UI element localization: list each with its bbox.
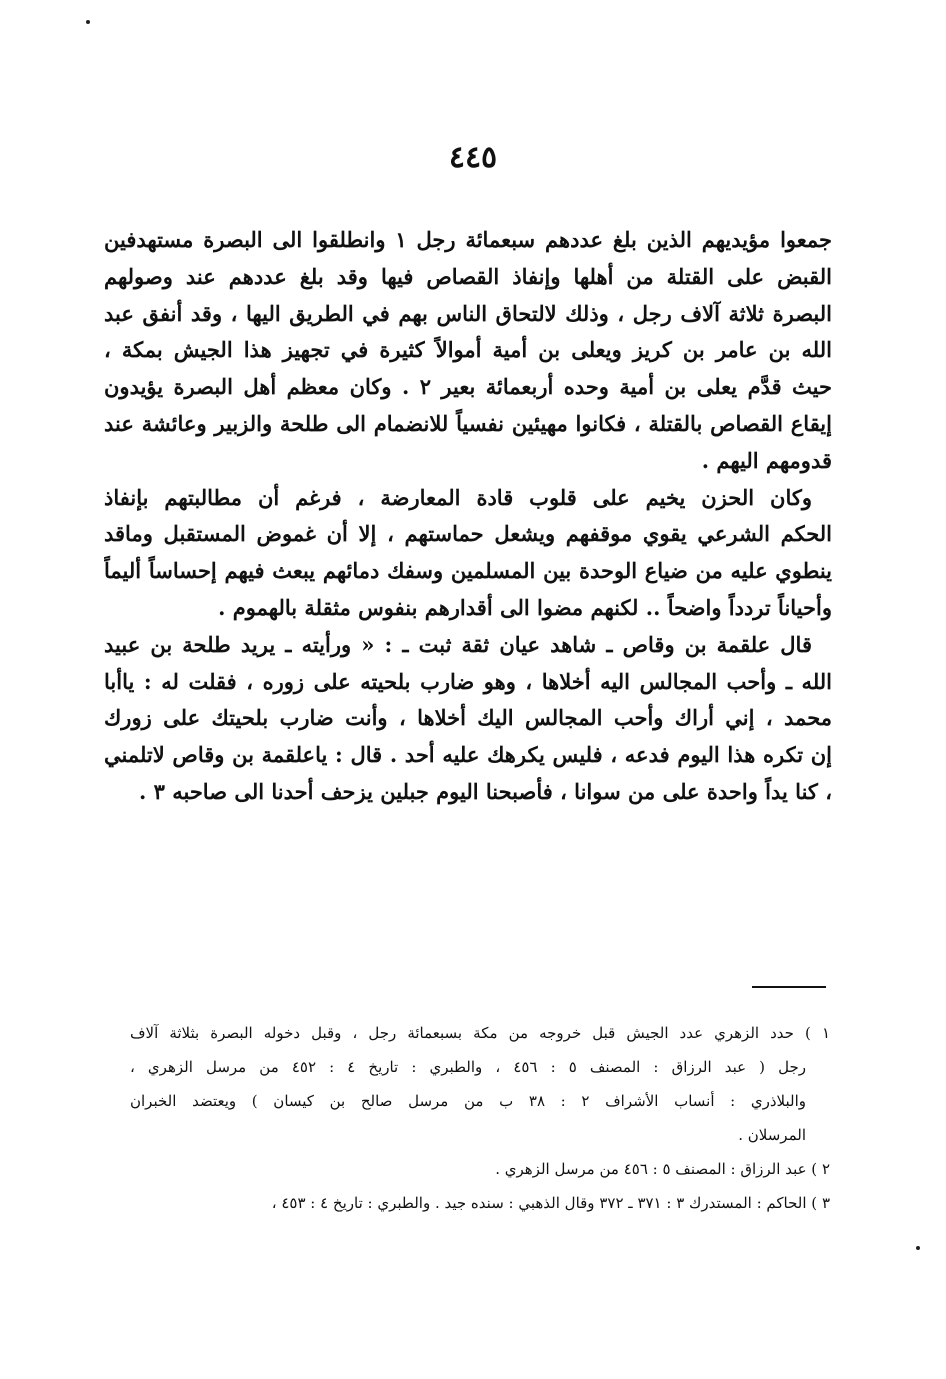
text-line: إن تكره هذا اليوم فدعه ، فليس يكرهك عليه أحد . قال : ياعلقمة بن وقاص لاتلمني [104,742,832,768]
text-line: وأحياناً تردداً واضحاً .. لكنهم مضوا الى أقدارهم بنفوس مثقلة بالهموم . [218,594,832,620]
text-line: إيقاع القصاص بالقتلة ، فكانوا مهيئين نفسياً للانضمام الى طلحة والزبير وعائشة عند [104,410,832,436]
text-line: ، كنا يداً واحدة على من سوانا ، فأصبحنا اليوم جبلين يزحف أحدنا الى صاحبه ٣ . [139,778,832,804]
footnote-divider [752,986,826,988]
text-line: محمد ، إني أراك وأحب المجالس اليك أخلاها ، وأنت ضارب بلحيتك على زورك [104,705,832,731]
text-line: وكان الحزن يخيم على قلوب قادة المعارضة ، فرغم أن مطالبتهم بإنفاذ [104,484,812,510]
text-line: الحكم الشرعي يقوي موقفهم ويشعل حماستهم ، إلا أن غموض المستقبل وماقد [104,521,832,547]
main-text [104,222,832,811]
footnote-line: ٣ ) الحاكم : المستدرك ٣ : ٣٧١ ـ ٣٧٢ وقال الذهبي : سنده جيد . والطبري : تاريخ ٤ : ٤٥٣ ، [271,1194,830,1212]
footnote-line: ١ ) حدد الزهري عدد الجيش قبل خروجه من مكة بسبعمائة رجل ، وقبل دخوله البصرة بثلاثة آلاف [130,1024,830,1042]
text-line: حيث قدَّم يعلى بن أمية وحده أربعمائة بعير ٢ . وكان معظم أهل البصرة يؤيدون [104,374,832,400]
footnote-line: المرسلان . [738,1126,806,1144]
scan-speck [86,20,90,24]
text-line: جمعوا مؤيديهم الذين بلغ عددهم سبعمائة رجل ١ وانطلقوا الى البصرة مستهدفين [104,227,832,252]
footnote-line: ٢ ) عبد الرزاق : المصنف ٥ : ٤٥٦ من مرسل الزهري . [495,1160,830,1178]
text-line: قدومهم اليهم . [701,447,832,473]
page-number: ٤٤٥ [448,140,498,175]
footnote-line: والبلاذري : أنساب الأشراف ٢ : ٣٨ ب من مرسل صالح بن كيسان ) ويعتضد الخبران [130,1092,806,1110]
scan-speck [916,1246,920,1250]
text-line: ينطوي عليه من ضياع الوحدة بين المسلمين وسفك دمائهم يبعث فيهم إحساساً أليماً [104,558,832,584]
text-line: الله بن عامر بن كريز ويعلى بن أمية أموالاً كثيرة في تجهيز هذا الجيش بمكة ، [104,337,832,363]
text-line: الله ـ وأحب المجالس اليه أخلاها ، وهو ضارب بلحيته على زوره ، فقلت له : ياأبا [104,668,832,694]
text-line: قال علقمة بن وقاص ـ شاهد عيان ثقة ثبت ـ : « ورأيته ـ يريد طلحة بن عبيد [104,631,812,657]
text-line: القبض على القتلة من أهلها وإنفاذ القصاص فيها وقد بلغ عددهم عند وصولهم [104,263,832,289]
footnotes [130,1016,830,1220]
footnote-line: رجل ( عبد الرزاق : المصنف ٥ : ٤٥٦ ، والطبري : تاريخ ٤ : ٤٥٢ من مرسل الزهري ، [130,1058,806,1076]
text-line: البصرة ثلاثة آلاف رجل ، وذلك لالتحاق الناس بهم في الطريق اليها ، وقد أنفق عبد [104,300,832,326]
